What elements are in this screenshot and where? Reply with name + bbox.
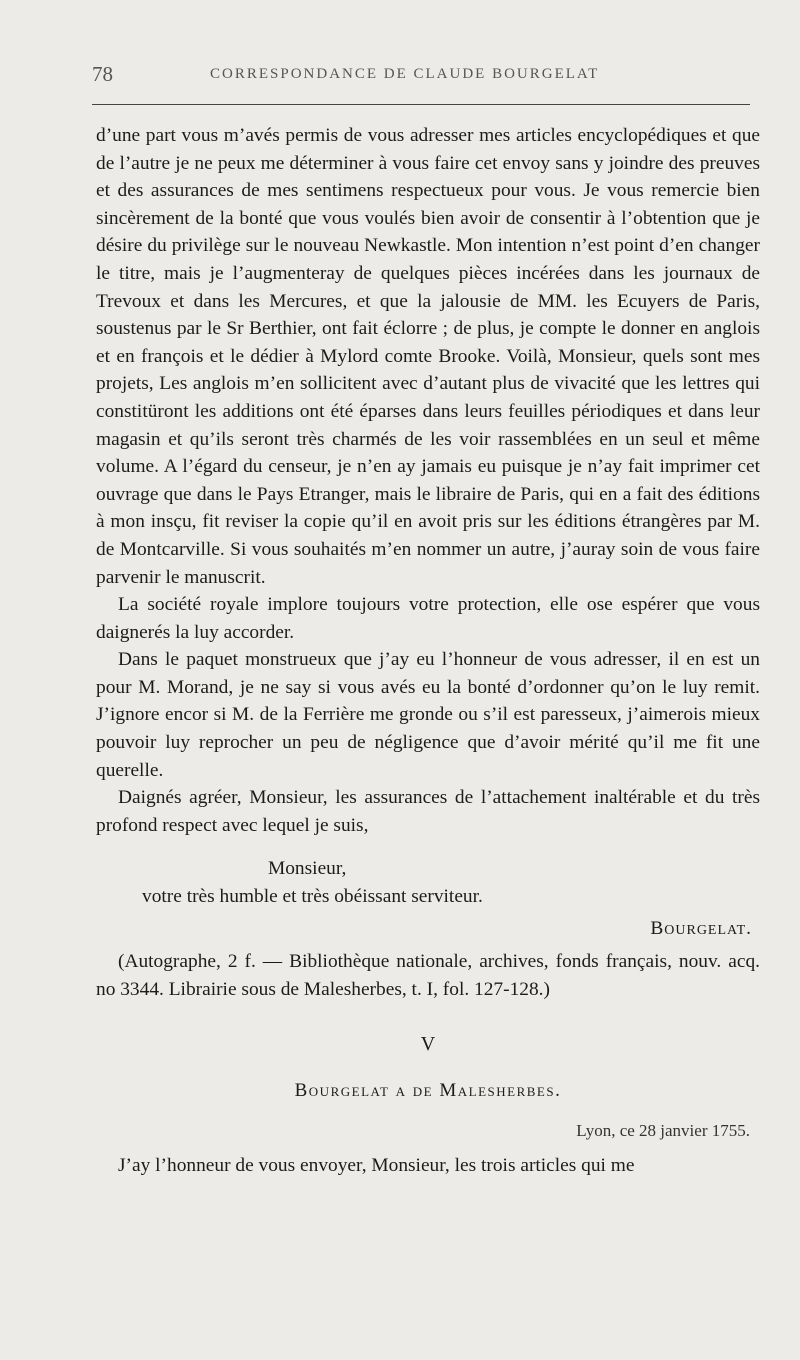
running-title: CORRESPONDANCE DE CLAUDE BOURGELAT	[210, 66, 600, 82]
dateline: Lyon, ce 28 janvier 1755.	[576, 1120, 750, 1140]
signature: Bourgelat.	[650, 917, 752, 939]
paragraph-3: Dans le paquet monstrueux que j’ay eu l’honneur de vous adresser, il en est un pour M. Morand, je ne say si vous avés eu la bonté d’ordonner qu’on le luy remit. J’ignore encor si M. de la Ferrière me gronde ou s’il est paresseux, j’aimerois mieux pouvoir luy reprocher un peu de négligence que d’avoir mérité qu’il me fit une querelle.	[96, 649, 760, 781]
page-header	[92, 62, 760, 92]
source-note: (Autographe, 2 f. — Bibliothèque nationale, archives, fonds français, nouv. acq. no 3344. Librairie sous de Malesherbes, t. I, fol. 127-128.)	[96, 951, 760, 1000]
letter-heading: Bourgelat a de Malesherbes.	[294, 1080, 562, 1101]
closing-formula: votre très humble et très obéissant serviteur.	[142, 886, 483, 908]
paragraph-2: La société royale implore toujours votre protection, elle ose espérer que vous daignerés la luy accorder.	[96, 594, 760, 643]
paragraph-5: J’ay l’honneur de vous envoyer, Monsieur, les trois articles qui me	[118, 1155, 635, 1177]
body-text	[96, 122, 760, 1180]
paragraph-1: d’une part vous m’avés permis de vous adresser mes articles encyclopédiques et que de l’autre je ne peux me déterminer à vous faire cet envoy sans y joindre des preuves et des assurances de mes sentimens respectueux pour vous. Je vous remercie bien sincèrement de la bonté que vous voulés bien avoir de consentir à l’obtention que je désire du privilège sur le nouveau Newkastle. Mon intention n’est point d’en changer le titre, mais je l’augmenteray de quelques pièces incérées dans les journaux de Trevoux et dans les Mercures, et que la jalousie de MM. les Ecuyers de Paris, soustenus par le Sr Berthier, ont fait éclorre ; de plus, je compte le donner en anglois et en françois et le dédier à Mylord comte Brooke. Voilà, Monsieur, quels sont mes projets, Les anglois m’en sollicitent avec d’autant plus de vivacité que les lettres qui constitüront les additions ont été éparses dans leurs feuilles périodiques et dans leur magasin et qu’ils seront très charmés de les voir rassemblées en un seul et même volume. A l’égard du censeur, je n’en ay jamais eu puisque je n’ay fait imprimer cet ouvrage que dans le Pays Etranger, mais le libraire de Paris, qui en a fait des éditions à mon insçu, fit reviser la copie qu’il en avoit pris sur les éditions étrangères par M. de Montcarville. Si vous souhaités m’en nommer un autre, j’auray soin de vous faire parvenir le manuscrit.	[96, 125, 760, 588]
closing-salutation: Monsieur,	[268, 858, 347, 880]
section-number: V	[420, 1033, 436, 1056]
page-number: 78	[92, 62, 113, 86]
header-rule	[92, 104, 750, 105]
paragraph-4: Daignés agréer, Monsieur, les assurances de l’attachement inaltérable et du très profond respect avec lequel je suis,	[96, 787, 760, 836]
